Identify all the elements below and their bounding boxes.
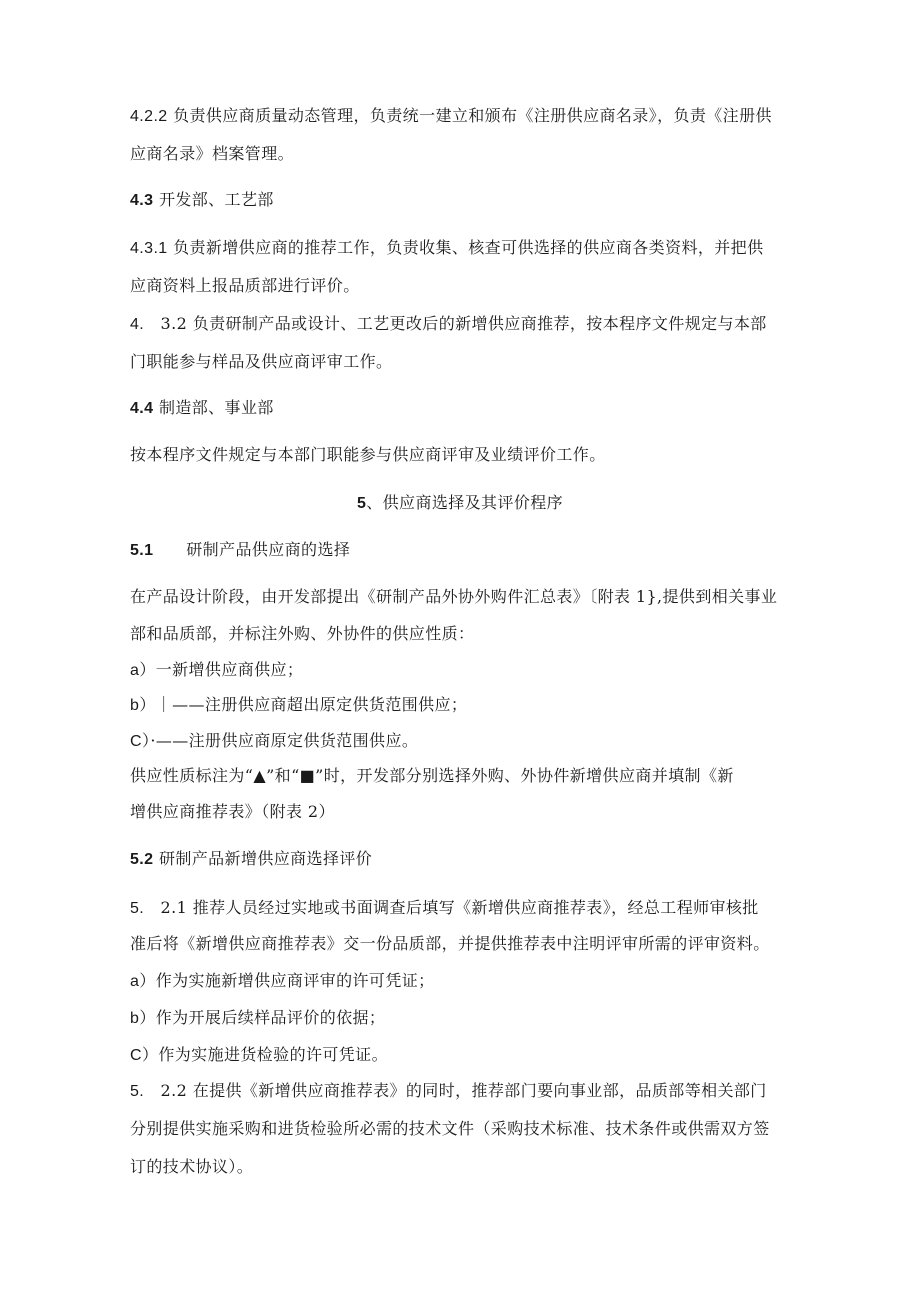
para-5-2-2-line3: 订的技术协议）。 [130,1157,254,1176]
heading-4-4: 4.4 制造部、事业部 [130,398,274,417]
para-4-2-2-line2: 应商名录》档案管理。 [130,144,295,163]
para-5-2-1-line1: 5. 2.1 推荐人员经过实地或书面调查后填写《新增供应商推荐表》，经总工程师审核批 [130,898,759,917]
para-4-3-2-line1: 4. 3.2 负责研制产品或设计、工艺更改后的新增供应商推荐，按本程序文件规定与本部 [130,314,767,333]
para-5-2-2-line2: 分别提供实施采购和进货检验所必需的技术文件（采购技术标准、技术条件或供需双方签 [130,1119,770,1138]
para-marking-line1: 供应性质标注为“▲”和“■”时，开发部分别选择外购、外协件新增供应商并填制《新 [130,766,734,785]
para-5-2-2-line1: 5. 2.2 在提供《新增供应商推荐表》的同时，推荐部门要向事业部，品质部等相关部门 [130,1081,767,1100]
heading-4-3: 4.3 开发部、工艺部 [130,190,274,209]
para-5-1-line1: 在产品设计阶段，由开发部提出《研制产品外协外购件汇总表》〔附表 1},提供到相关事业 [130,587,778,606]
para-4-3-2-line2: 门职能参与样品及供应商评审工作。 [130,352,393,371]
para-5-1-line2: 部和品质部，并标注外购、外协件的供应性质： [130,624,475,643]
para-marking-line2: 增供应商推荐表》（附表 2） [130,802,335,821]
list-item-a: a）一新增供应商供应； [130,660,304,679]
para-4-2-2-line1: 4.2.2 负责供应商质量动态管理，负责统一建立和颁布《注册供应商名录》，负责《注册供 [130,106,772,125]
section-5-title: 5、供应商选择及其评价程序 [356,493,564,512]
para-4-3-1-line2: 应商资料上报品质部进行评价。 [130,276,360,295]
list-item-b: b）｜——注册供应商超出原定供货范围供应； [130,695,468,714]
heading-5-1: 5.1 研制产品供应商的选择 [130,540,351,559]
para-5-2-1-line2: 准后将《新增供应商推荐表》交一份品质部，并提供推荐表中注明评审所需的评审资料。 [130,934,770,953]
list-item-a-2: a）作为实施新增供应商评审的许可凭证； [130,971,435,990]
para-4-3-1-line1: 4.3.1 负责新增供应商的推荐工作，负责收集、核查可供选择的供应商各类资料，并把供 [130,238,764,257]
list-item-b-2: b）作为开展后续样品评价的依据； [130,1008,386,1027]
para-4-4-body: 按本程序文件规定与本部门职能参与供应商评审及业绩评价工作。 [130,445,606,464]
list-item-c-2: C）作为实施进货检验的许可凭证。 [130,1045,388,1064]
heading-5-2: 5.2 研制产品新增供应商选择评价 [130,849,373,868]
list-item-c: C）·——注册供应商原定供货范围供应。 [130,731,419,750]
